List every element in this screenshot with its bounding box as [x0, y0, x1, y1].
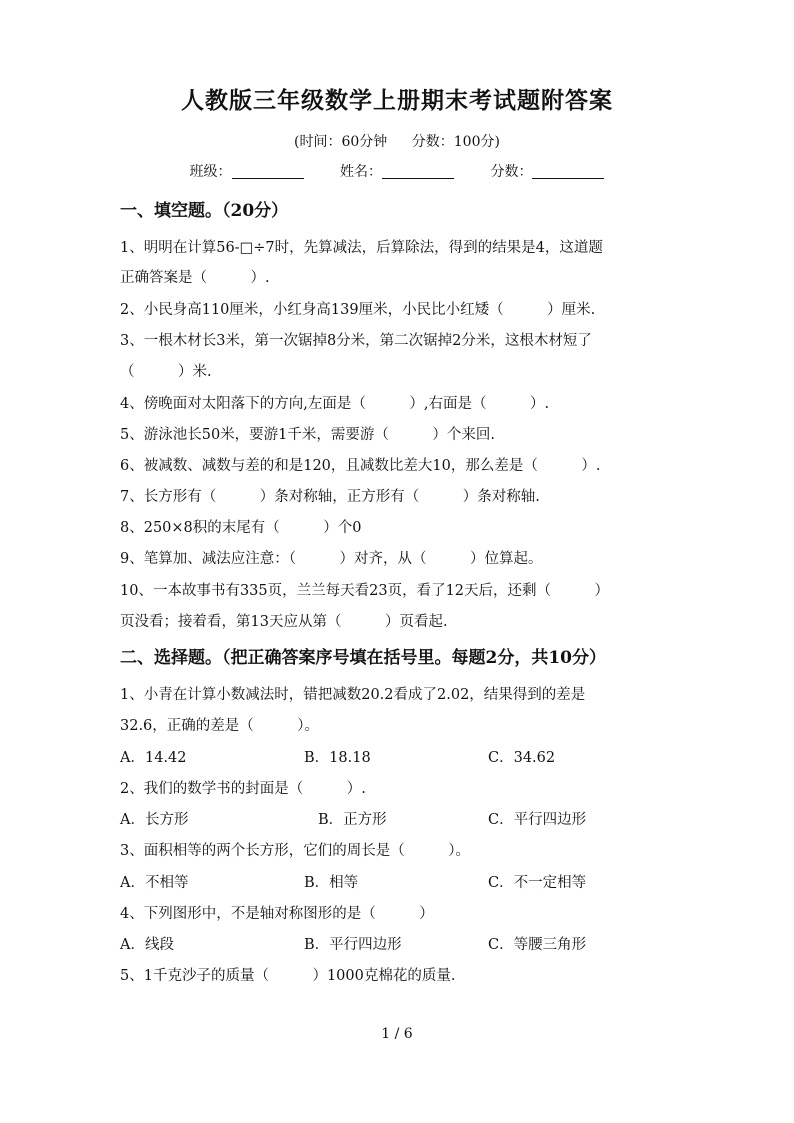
question-line: 2、小民身高110厘米，小红身高139厘米，小民比小红矮（ ）厘米. — [120, 302, 596, 318]
question-line: 32.6，正确的差是（ ）。 — [120, 718, 320, 734]
option-c: C．等腰三角形 — [488, 937, 587, 953]
question-line: 2、我们的数学书的封面是（ ）. — [120, 781, 366, 797]
score-blank — [532, 164, 604, 179]
question-line: 3、面积相等的两个长方形，它们的周长是（ ）。 — [120, 843, 470, 859]
question-line: 页没看；接着看，第13天应从第（ ）页看起. — [120, 614, 448, 630]
option-c: C．不一定相等 — [488, 875, 587, 891]
score-label: 分数： — [490, 164, 533, 180]
question-line: 10、一本故事书有335页，兰兰每天看23页，看了12天后，还剩（ ） — [120, 583, 610, 599]
option-b: B．18.18 — [304, 750, 371, 766]
class-field — [190, 161, 304, 181]
option-c: C．34.62 — [488, 750, 556, 766]
section-heading-multiple-choice: 二、选择题。（把正确答案序号填在括号里。每题2分，共10分） — [120, 648, 606, 668]
page-number: 1 / 6 — [381, 1026, 413, 1042]
question-line: 6、被减数、减数与差的和是120，且减数比差大10，那么差是（ ）. — [120, 458, 601, 474]
option-a: A．长方形 — [120, 812, 189, 828]
name-field — [340, 161, 454, 181]
option-b: B．正方形 — [318, 812, 387, 828]
option-c: C．平行四边形 — [488, 812, 587, 828]
score-field — [490, 161, 604, 181]
option-a: A．线段 — [120, 937, 174, 953]
option-b: B．平行四边形 — [304, 937, 402, 953]
question-line: 3、一根木材长3米，第一次锯掉8分米，第二次锯掉2分米，这根木材短了 — [120, 333, 592, 349]
option-b: B．相等 — [304, 875, 359, 891]
name-label: 姓名： — [340, 164, 382, 180]
exam-total-score: 分数：100分) — [411, 134, 500, 150]
question-line: 正确答案是（ ）. — [120, 270, 270, 286]
exam-meta — [0, 131, 794, 151]
question-line: 9、笔算加、减法应注意：（ ）对齐，从（ ）位算起。 — [120, 551, 543, 567]
exam-time: (时间：60分钟 — [294, 134, 388, 150]
student-info — [0, 161, 794, 181]
page-title: 人教版三年级数学上册期末考试题附答案 — [181, 87, 613, 114]
option-a: A．14.42 — [120, 750, 187, 766]
question-line: 7、长方形有（ ）条对称轴，正方形有（ ）条对称轴. — [120, 489, 540, 505]
question-line: 4、傍晚面对太阳落下的方向,左面是（ ）,右面是（ ）. — [120, 396, 550, 412]
class-label: 班级： — [189, 164, 232, 180]
option-a: A．不相等 — [120, 875, 189, 891]
question-line: 4、下列图形中，不是轴对称图形的是（ ） — [120, 906, 434, 922]
question-line: （ ）米. — [120, 364, 212, 380]
question-line: 5、游泳池长50米，要游1千米，需要游（ ）个来回. — [120, 427, 496, 443]
question-line: 8、250×8积的末尾有（ ）个0 — [120, 520, 362, 536]
question-line: 5、1千克沙子的质量（ ）1000克棉花的质量. — [120, 968, 456, 984]
section-heading-fill-in: 一、填空题。（20分） — [120, 201, 289, 221]
name-blank — [382, 164, 454, 179]
question-line: 1、明明在计算56-□÷7时，先算减法，后算除法，得到的结果是4，这道题 — [120, 240, 603, 256]
question-line: 1、小青在计算小数减法时，错把减数20.2看成了2.02，结果得到的差是 — [120, 687, 586, 703]
class-blank — [232, 164, 304, 179]
